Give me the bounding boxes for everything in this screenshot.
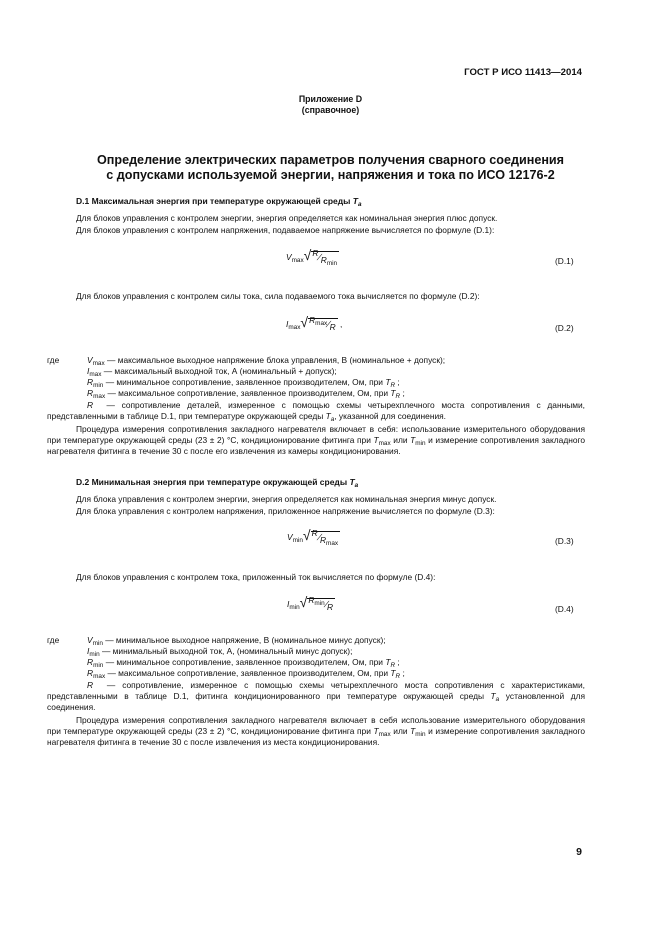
page-number: 9 <box>576 846 582 858</box>
formula-d2: $I_{max}√R_{max}/R$ , <box>286 314 343 332</box>
formula-d4: $I_{min}√R_{min}/R$ <box>287 594 334 612</box>
section-d1-heading-text: D.1 Максимальная энергия при температуре окружающей среды <box>76 196 353 206</box>
var-T: T <box>352 196 358 206</box>
d2-paragraph-2: Для блока управления с контролем напряжения, приложенное напряжение вычисляется по формуле (D.3): <box>76 506 495 516</box>
definition-r-2: R — сопротивление, измеренное с помощью схемы четырехплечного моста сопротивления с характеристиками, представленными в таблице D.1, фитинга кондиционированного при температуре окружающей среды $T_a$ установленной для соединения. <box>47 680 586 713</box>
standard-header: ГОСТ Р ИСО 11413—2014 <box>464 67 582 78</box>
d1-procedure: Процедура измерения сопротивления закладного нагревателя включает в себя: использование измерительного оборудования при температуре окружающей среды (23 ± 2) °С, кондиционирование фитинга при $T_{max}$ или $T_{min}$ и измерение сопротивления закладного нагревателя фитинга в течение 30 с после его извлечения из камеры кондиционирования. <box>47 424 586 457</box>
formula-d1: $V_{max}√R/R_{min}$ <box>286 247 338 267</box>
d2-paragraph-1: Для блока управления с контролем энергии, энергия определяется как номинальная энергия минус допуск. <box>76 494 497 504</box>
definition-r: R — сопротивление деталей, измеренное с помощью схемы четырехплечного моста сопротивления с данными, представленными в таблице D.1, при температуре окружающей среды $T_a$, указанной для соединения. <box>47 400 585 424</box>
equation-number-d2: (D.2) <box>555 323 574 333</box>
d2-paragraph-3: Для блоков управления с контролем тока, приложенный ток вычисляется по формуле (D.4): <box>76 572 436 582</box>
definition-imax: $I_{max}$ — максимальный выходной ток, А (номинальный + допуск); <box>87 366 337 378</box>
section-d1-heading <box>76 196 362 207</box>
definition-rmin-2: $R_{min}$ — минимальное сопротивление, заявленное производителем, Ом, при $T_R$ ; <box>87 657 400 669</box>
var-T: T <box>349 477 355 487</box>
document-title-line2: с допусками используемой энергии, напряжения и тока по ИСО 12176-2 <box>106 168 555 182</box>
sub-a: a <box>354 482 359 489</box>
document-title-line1: Определение электрических параметров получения сварного соединения <box>96 153 565 167</box>
section-d2-heading <box>76 477 358 488</box>
equation-number-d4: (D.4) <box>555 604 574 614</box>
annex-note: (справочное) <box>301 105 360 115</box>
where-label-d2: где <box>47 635 60 645</box>
where-label-d1: где <box>47 355 60 365</box>
formula-d3: $V_{min}√R/R_{max}$ <box>287 527 339 547</box>
definition-imin: $I_{min}$ — минимальный выходной ток, А, (номинальный минус допуск); <box>87 646 353 658</box>
definition-rmin: $R_{min}$ — минимальное сопротивление, заявленное производителем, Ом, при $T_R$ ; <box>87 377 400 389</box>
section-d2-heading-text: D.2 Минимальная энергия при температуре окружающей среды <box>76 477 350 487</box>
d1-paragraph-2: Для блоков управления с контролем напряжения, подаваемое напряжение вычисляется по формуле (D.1): <box>76 225 495 235</box>
annex-title: Приложение D <box>298 94 363 104</box>
d2-procedure: Процедура измерения сопротивления закладного нагревателя включает в себя использование измерительного оборудования при температуре окружающей среды (23 ± 2) °С, кондиционирование фитинга при $T_{max}$ или $T_{min}$ и измерение сопротивления закладного нагревателя фитинга в течение 30 с после извлечения из места кондиционирования. <box>47 715 586 748</box>
d1-paragraph-3: Для блоков управления с контролем силы тока, сила подаваемого тока вычисляется по формуле (D.2): <box>76 291 480 301</box>
definition-rmax: $R_{max}$ — максимальное сопротивление, заявленное производителем, Ом, при $T_R$ ; <box>87 388 405 400</box>
equation-number-d3: (D.3) <box>555 536 574 546</box>
d1-paragraph-1: Для блоков управления с контролем энергии, энергия определяется как номинальная энергия плюс допуск. <box>76 213 498 223</box>
equation-number-d1: (D.1) <box>555 256 574 266</box>
definition-rmax-2: $R_{max}$ — максимальное сопротивление, заявленное производителем, Ом, при $T_R$ ; <box>87 668 405 680</box>
definition-vmax: $V_{max}$ — максимальное выходное напряжение блока управления, В (номинальное + допуск); <box>87 355 446 367</box>
definition-vmin: $V_{min}$ — минимальное выходное напряжение, В (номинальное минус допуск); <box>87 635 386 647</box>
sub-a: a <box>358 201 362 208</box>
